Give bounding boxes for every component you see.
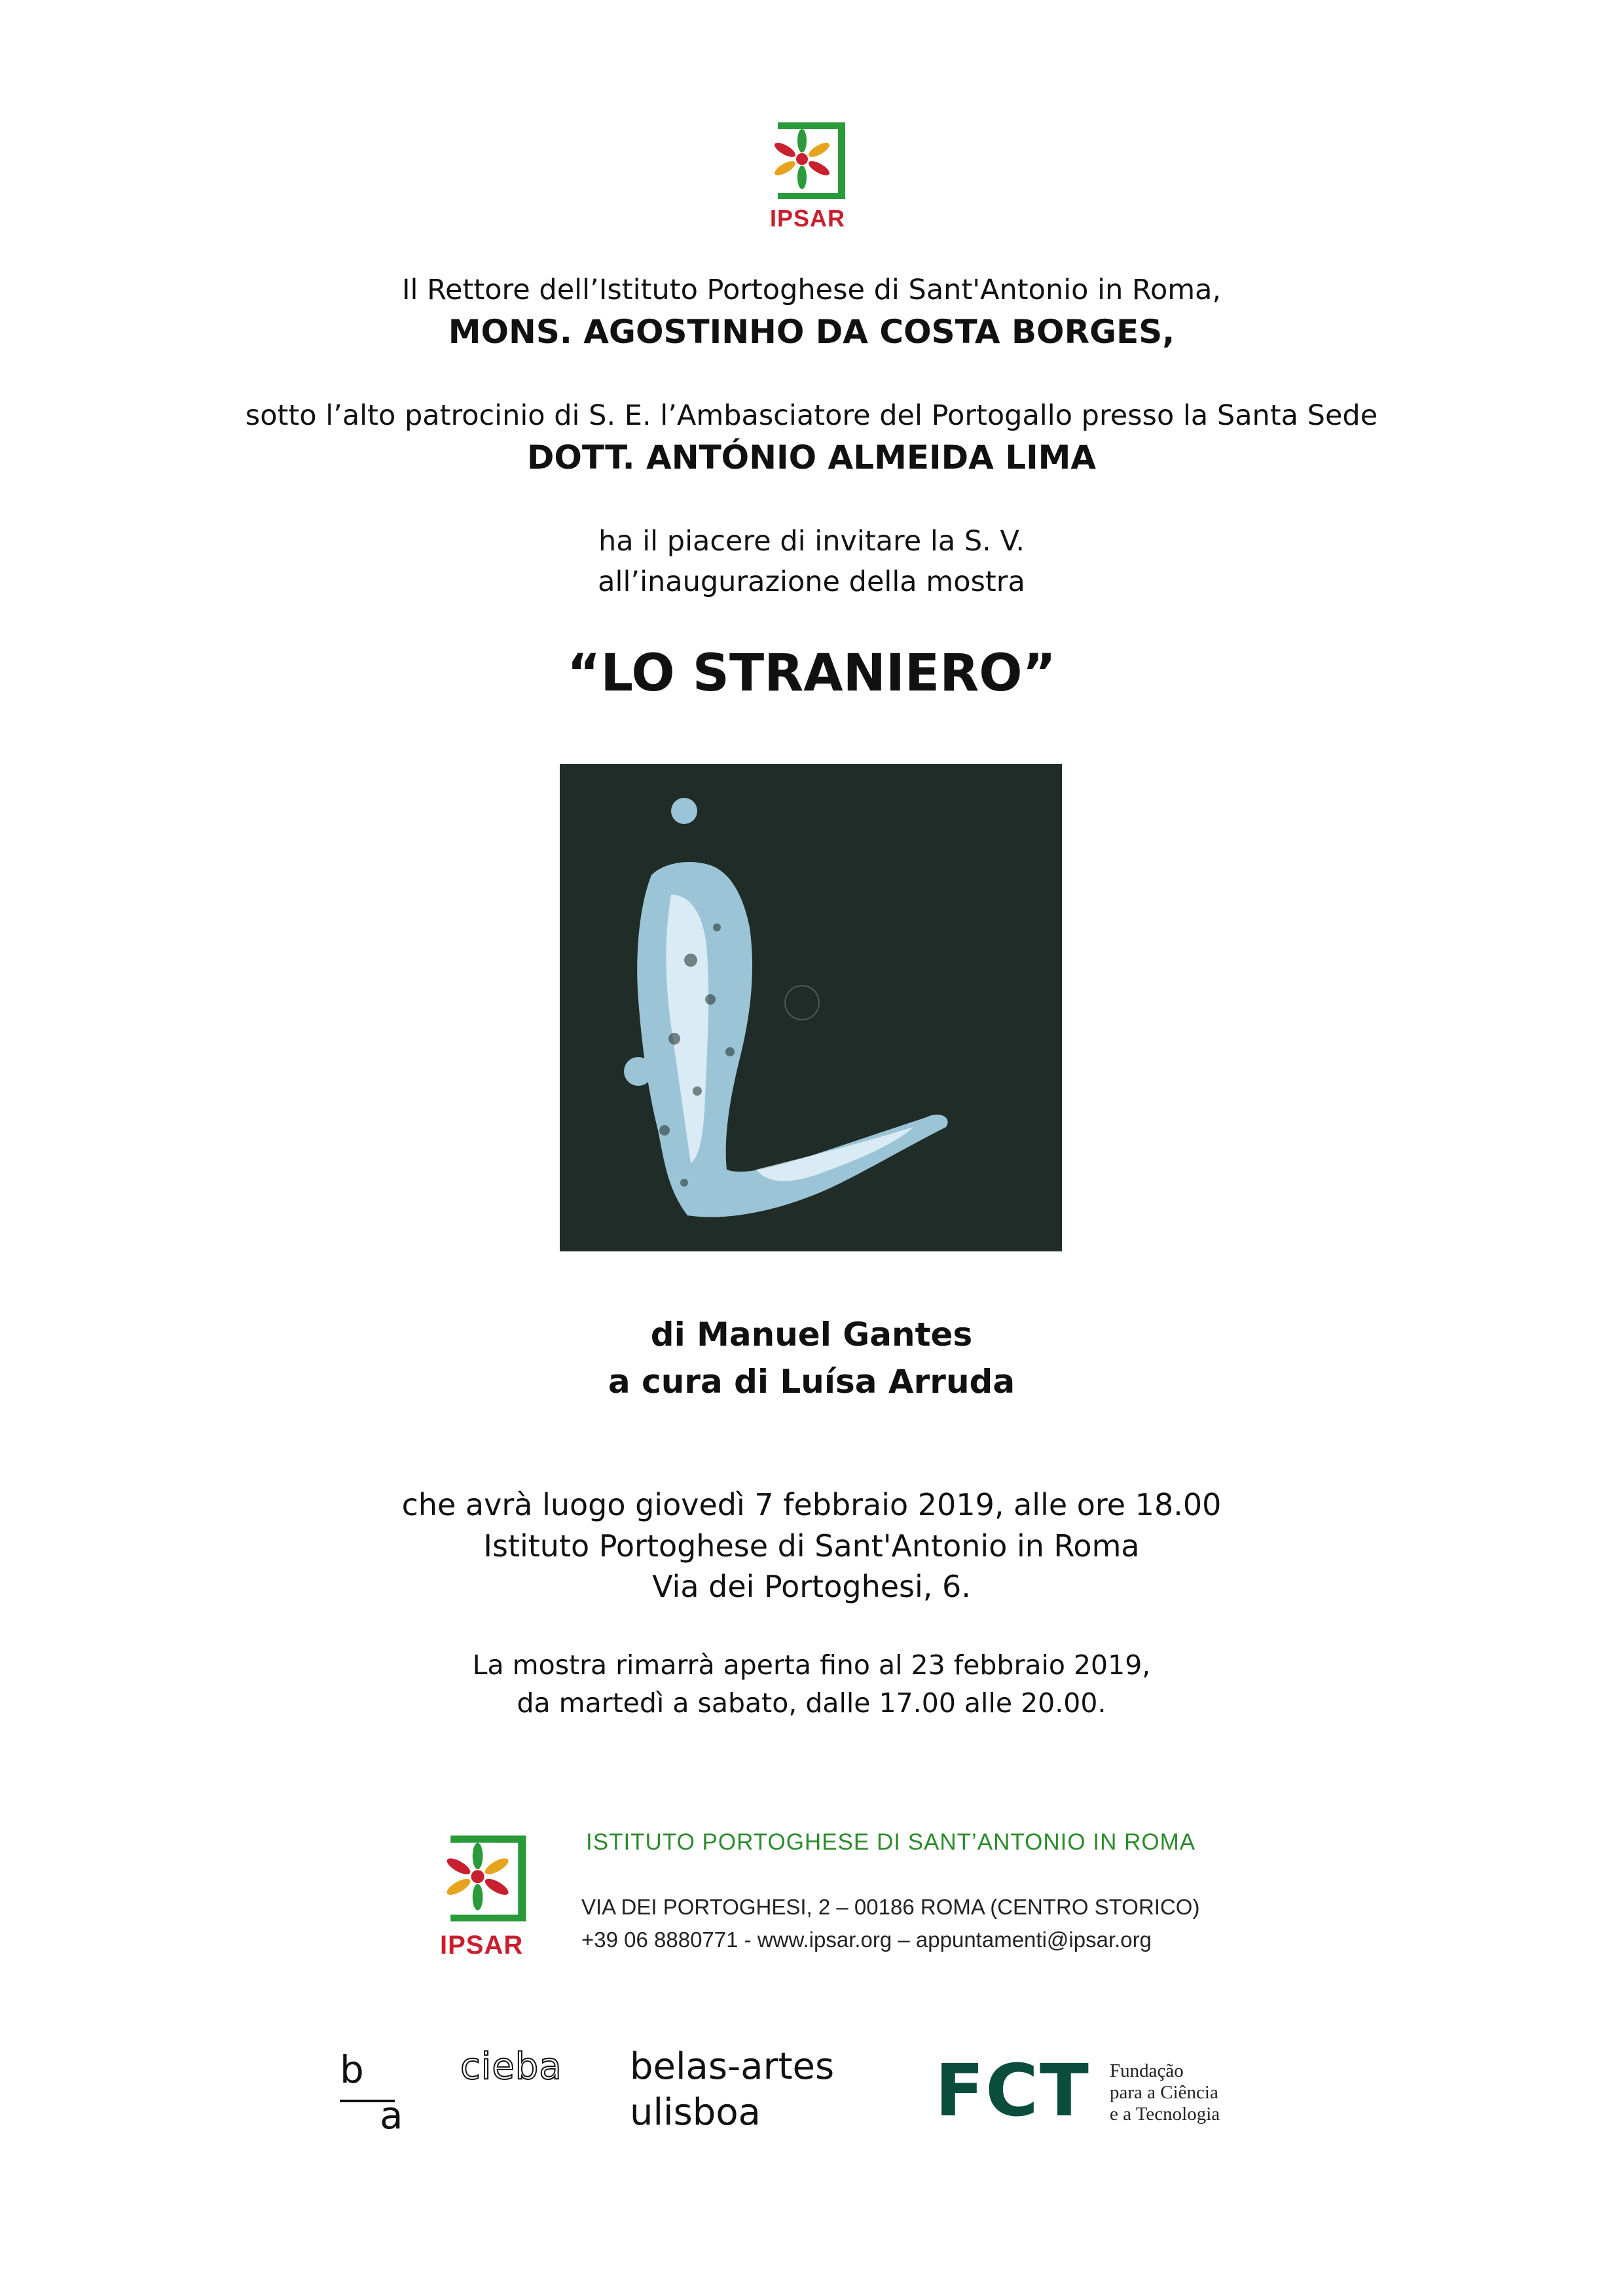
- event-venue: Istituto Portoghese di Sant'Antonio in Roma: [483, 1528, 1140, 1564]
- belas-artes-line1: belas-artes: [630, 2045, 835, 2088]
- exhibition-artwork-image: [560, 764, 1062, 1251]
- exhibition-opening-hours: da martedì a sabato, dalle 17.00 alle 20.00.: [517, 1687, 1106, 1719]
- ipsar-logo-footer-label: IPSAR: [440, 1931, 524, 1960]
- cieba-logo: cieba: [460, 2045, 562, 2088]
- ipsar-emblem-icon: [437, 1829, 529, 1928]
- intro-line-rector-title: Il Rettore dell’Istituto Portoghese di Sant'Antonio in Roma,: [401, 274, 1222, 306]
- stranger-figure-illustration: [560, 764, 1062, 1251]
- curator-name: a cura di Luísa Arruda: [608, 1363, 1015, 1401]
- belas-artes-line2: ulisboa: [630, 2091, 761, 2134]
- ipsar-logo-label: IPSAR: [770, 205, 846, 232]
- ipsar-emblem-icon: [766, 120, 848, 202]
- institute-name: ISTITUTO PORTOGHESE DI SANT’ANTONIO IN ROMA: [586, 1829, 1196, 1855]
- fct-logo-line3: e a Tecnologia: [1110, 2104, 1220, 2125]
- ambassador-name: DOTT. ANTÓNIO ALMEIDA LIMA: [526, 439, 1097, 476]
- ba-logo-a: a: [380, 2093, 403, 2138]
- fct-logo-mark: FCT: [935, 2049, 1090, 2132]
- intro-line-invite: ha il piacere di invitare la S. V.: [598, 525, 1025, 558]
- event-address: Via dei Portoghesi, 6.: [652, 1569, 971, 1604]
- exhibition-title: “LO STRANIERO”: [567, 644, 1056, 703]
- institute-address: VIA DEI PORTOGHESI, 2 – 00186 ROMA (CENTRO STORICO): [581, 1895, 1200, 1919]
- ipsar-logo-top: [766, 120, 848, 234]
- ipsar-logo-footer: [437, 1829, 529, 1967]
- institute-contacts: +39 06 8880771 - www.ipsar.org – appuntamenti@ipsar.org: [581, 1928, 1152, 1952]
- exhibition-closing-date: La mostra rimarrà aperta fino al 23 febbraio 2019,: [472, 1649, 1151, 1681]
- event-datetime: che avrà luogo giovedì 7 febbraio 2019, alle ore 18.00: [401, 1487, 1222, 1522]
- intro-line-inauguration: all’inaugurazione della mostra: [598, 565, 1025, 598]
- ba-logo-b: b: [340, 2047, 364, 2092]
- intro-line-patronage: sotto l’alto patrocinio di S. E. l’Ambasciatore del Portogallo presso la Santa Sede: [245, 399, 1378, 432]
- rector-name: MONS. AGOSTINHO DA COSTA BORGES,: [448, 313, 1175, 351]
- fct-logo-line2: para a Ciência: [1110, 2082, 1218, 2103]
- fct-logo-line1: Fundação: [1110, 2060, 1184, 2081]
- artist-name: di Manuel Gantes: [650, 1316, 973, 1354]
